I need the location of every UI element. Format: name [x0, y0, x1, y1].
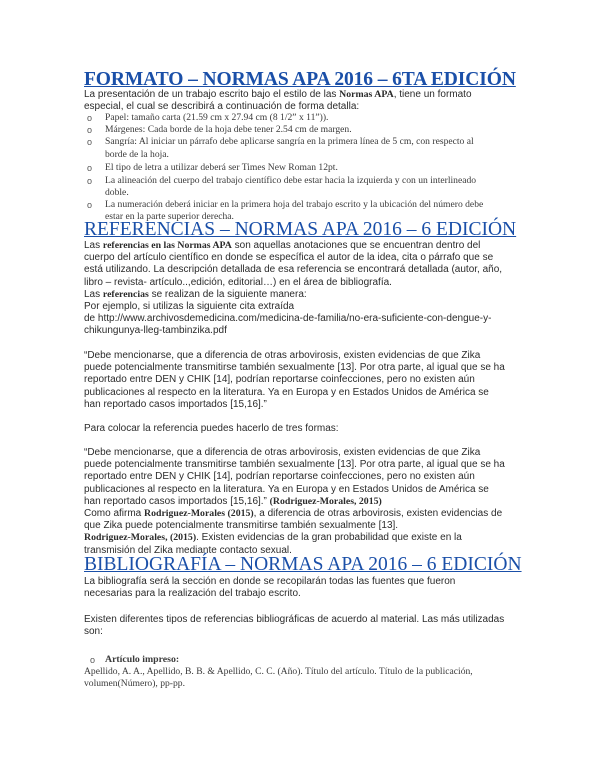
- bibliografia-item: o Artículo impreso: Apellido, A. A., Apellido, B. B. & Apellido, C. C. (Año). Título del artículo. Título de la publicación, volumen(Número), pp-pp.: [84, 654, 473, 690]
- bullet-circle-icon: o: [90, 655, 96, 665]
- forms-text: Para colocar la referencia puedes hacerlo de tres formas:: [84, 423, 339, 434]
- formato-intro: [84, 89, 518, 113]
- source-link[interactable]: http://www.archivosdemedicina.com/medicina-de-familia/no-era-suficiente-con-dengue-y-: [97, 313, 492, 325]
- item-label: Artículo impreso:: [105, 654, 180, 665]
- intro-text: La presentación de un trabajo escrito bajo el estilo de las: [84, 89, 340, 100]
- referencias-intro: Las referencias en las Normas APA son aquellas anotaciones que se encuentran dentro del cuerpo del artículo científico en donde se específica el autor de la idea, cita o párrafo que se está utilizando. La descripción detallada de esa referencia se encontrará detallada (autor, año, libro – revista- artículo..,edición, editorial…) en el área de bibliografía. Las referencias se realizan de la siguiente manera: Por ejemplo, si utilizas la siguiente cita extraída de http://www.archivosdemedicina.com/medicina-de-familia/no-era-suficiente-con-dengue-y- chikungunya-lleg-tambinzika.pdf: [84, 240, 518, 338]
- bullet-circle-icon: o: [87, 113, 93, 123]
- referencias-bold-2: referencias: [102, 288, 149, 300]
- bibliografia-types: Existen diferentes tipos de referencias bibliográficas de acuerdo al material. Las más utilizadas son:: [84, 614, 505, 638]
- list-item-text: Papel: tamaño carta (21.59 cm x 27.94 cm (8 1/2” x 11”)).: [105, 112, 329, 123]
- bullet-circle-icon: o: [87, 175, 93, 186]
- narrative-bold: Rodriguez-Morales, (2015): [84, 532, 197, 544]
- bullet-circle-icon: o: [87, 125, 93, 136]
- heading-formato[interactable]: FORMATO – NORMAS APA 2016 – 6TA EDICIÓN: [84, 69, 516, 90]
- affirm-bold: Rodriguez-Morales (2015): [144, 508, 254, 520]
- intro-bold: Normas APA: [339, 89, 394, 100]
- list-item-text: Márgenes: Cada borde de la hoja debe tener 2.54 cm de margen.: [105, 124, 352, 136]
- referencias-bold: referencias en las Normas APA: [102, 240, 232, 251]
- list-item-text: Sangría: Al iniciar un párrafo debe aplicarse sangría en la primera línea de 5 cm, con respecto al borde de la hoja.: [105, 136, 474, 160]
- heading-referencias[interactable]: REFERENCIAS – NORMAS APA 2016 – 6 EDICIÓN: [84, 219, 517, 240]
- bullet-circle-icon: o: [87, 200, 93, 210]
- intro-text-end: , tiene un formato: [393, 89, 472, 100]
- bullet-circle-icon: o: [87, 163, 93, 173]
- list-item-text: La alineación del cuerpo del trabajo científico debe estar hacia la izquierda y con un interlineado doble.: [105, 174, 477, 198]
- intro-line: especial, el cual se describirá a continuación de forma detalla:: [84, 101, 360, 113]
- bibliografia-intro: La bibliografía será la sección en donde se recopilarán todas las fuentes que fueron necesarias para la realización del trabajo escrito.: [84, 576, 456, 600]
- bullet-circle-icon: o: [87, 137, 93, 148]
- list-item-text: La numeración deberá iniciar en la primera hoja del trabajo escrito y la ubicación del número debe estar en la parte superior derecha.: [105, 199, 484, 223]
- heading-bibliografia[interactable]: BIBLIOGRAFÍA – NORMAS APA 2016 – 6 EDICIÓN: [84, 554, 522, 575]
- source-link-cont[interactable]: chikungunya-lleg-tambinzika.pdf: [84, 325, 227, 337]
- quote-1: “Debe mencionarse, que a diferencia de otras arbovirosis, existen evidencias de que Zika puede potencialmente transmitirse también sexualmente [13]. Por otra parte, al igual que se ha reportado entre DEN y CHIK [14], podrían reportarse coinfecciones, pero no existen aún publicaciones al respecto en la literatura. Ya en Europa y en Estados Unidos de América se han reportado casos importados [15,16].”: [84, 350, 505, 410]
- quote-2: “Debe mencionarse, que a diferencia de otras arbovirosis, existen evidencias de que Zika puede potencialmente transmitirse también sexualmente [13]. Por otra parte, al igual que se ha reportado entre DEN y CHIK [14], podrían reportarse coinfecciones, pero no existen aún publicaciones al respecto en la literatura. Ya en Europa y en Estados Unidos de América se han reportado casos importados [15,16].” (Rodriguez-Morales, 2015) Como afirma Rodriguez-Morales (2015), a diferencia de otras arbovirosis, existen evidencias de que Zika puede potencialmente transmitirse también sexualmente [13]. Rodriguez-Morales, (2015). Existen evidencias de la gran probabilidad que existe en la transmisión del Zika mediante contacto sexual.: [84, 447, 505, 556]
- list-item-text: El tipo de letra a utilizar deberá ser Times New Roman 12pt.: [105, 162, 338, 173]
- quote-citation: (Rodriguez-Morales, 2015): [269, 495, 382, 507]
